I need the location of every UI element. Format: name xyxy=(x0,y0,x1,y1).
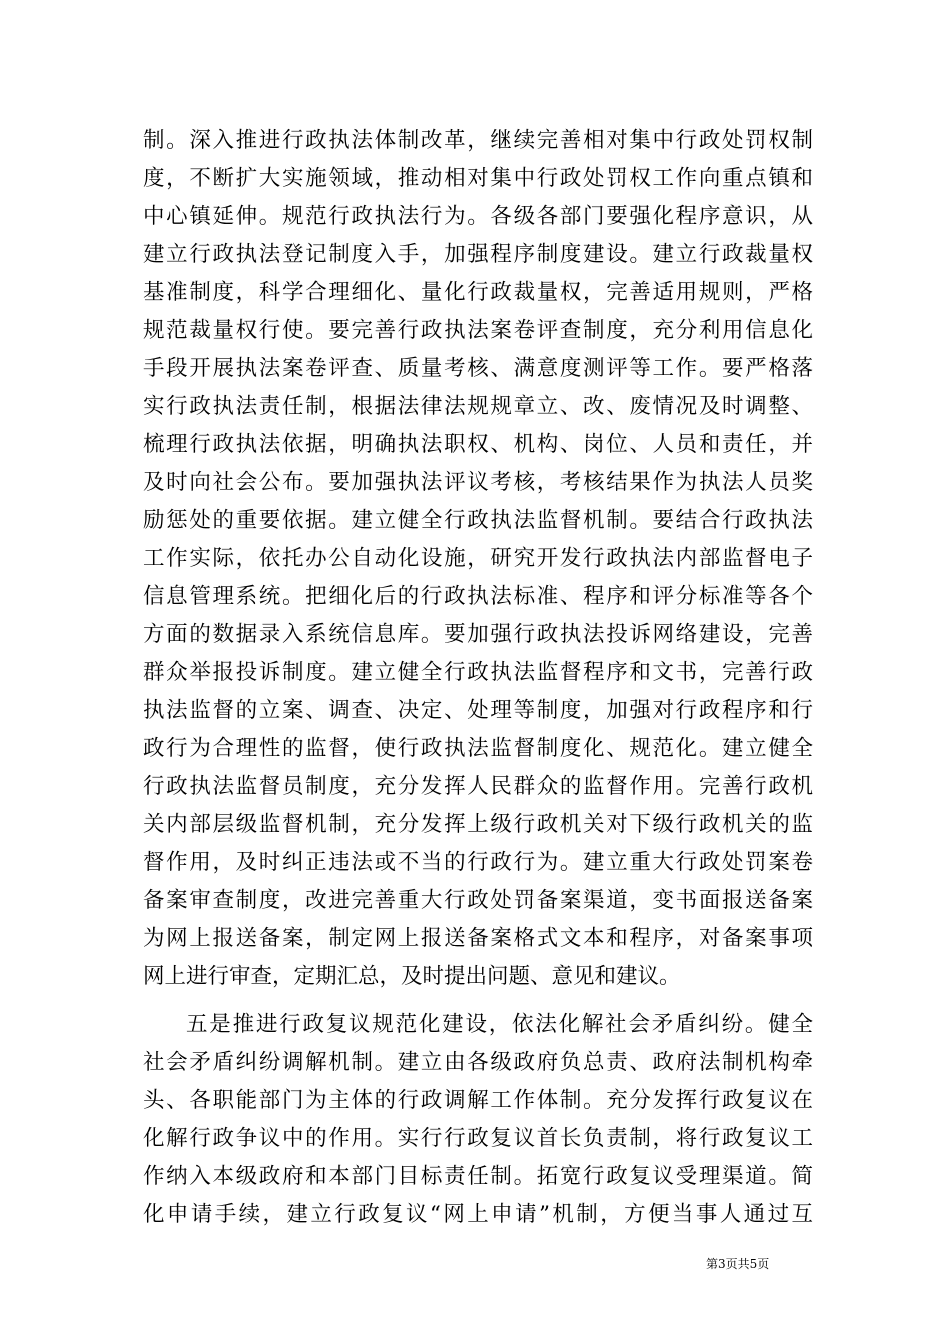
text-line: 五是推进行政复议规范化建设，依法化解社会矛盾纠纷。健全 xyxy=(186,1012,813,1037)
text-line: 网上进行审查，定期汇总，及时提出问题、意见和建议。 xyxy=(143,964,681,989)
text-line: 化解行政争议中的作用。实行行政复议首长负责制，将行政复议工 xyxy=(143,1126,813,1151)
body-text xyxy=(143,122,813,1234)
text-line: 励惩处的重要依据。建立健全行政执法监督机制。要结合行政执法 xyxy=(143,508,813,533)
text-line: 规范裁量权行使。要完善行政执法案卷评查制度，充分利用信息化 xyxy=(143,318,813,343)
text-line: 行政执法监督员制度，充分发挥人民群众的监督作用。完善行政机 xyxy=(143,774,813,799)
text-line: 及时向社会公布。要加强执法评议考核，考核结果作为执法人员奖 xyxy=(143,470,813,495)
text-line: 化申请手续，建立行政复议“网上申请”机制，方便当事人通过互 xyxy=(143,1202,813,1227)
paragraph-2 xyxy=(143,1006,813,1234)
paragraph-1 xyxy=(143,122,813,996)
text-line: 制。深入推进行政执法体制改革，继续完善相对集中行政处罚权制 xyxy=(143,128,813,153)
text-line: 作纳入本级政府和本部门目标责任制。拓宽行政复议受理渠道。简 xyxy=(143,1164,813,1189)
text-line: 方面的数据录入系统信息库。要加强行政执法投诉网络建设，完善 xyxy=(143,622,813,647)
text-line: 信息管理系统。把细化后的行政执法标准、程序和评分标准等各个 xyxy=(143,584,813,609)
text-line: 备案审查制度，改进完善重大行政处罚备案渠道，变书面报送备案 xyxy=(143,888,813,913)
text-line: 度，不断扩大实施领域，推动相对集中行政处罚权工作向重点镇和 xyxy=(143,166,813,191)
text-line: 梳理行政执法依据，明确执法职权、机构、岗位、人员和责任，并 xyxy=(143,432,813,457)
text-line: 工作实际，依托办公自动化设施，研究开发行政执法内部监督电子 xyxy=(143,546,813,571)
text-line: 基准制度，科学合理细化、量化行政裁量权，完善适用规则，严格 xyxy=(143,280,813,305)
text-line: 建立行政执法登记制度入手，加强程序制度建设。建立行政裁量权 xyxy=(143,242,813,267)
text-line: 为网上报送备案，制定网上报送备案格式文本和程序，对备案事项 xyxy=(143,926,813,951)
text-line: 执法监督的立案、调查、决定、处理等制度，加强对行政程序和行 xyxy=(143,698,813,723)
text-line: 政行为合理性的监督，使行政执法监督制度化、规范化。建立健全 xyxy=(143,736,813,761)
text-line: 头、各职能部门为主体的行政调解工作体制。充分发挥行政复议在 xyxy=(143,1088,813,1113)
text-line: 实行政执法责任制，根据法律法规规章立、改、废情况及时调整、 xyxy=(143,394,813,419)
text-line: 手段开展执法案卷评查、质量考核、满意度测评等工作。要严格落 xyxy=(143,356,813,381)
text-line: 中心镇延伸。规范行政执法行为。各级各部门要强化程序意识，从 xyxy=(143,204,813,229)
text-line: 关内部层级监督机制，充分发挥上级行政机关对下级行政机关的监 xyxy=(143,812,813,837)
text-line: 督作用，及时纠正违法或不当的行政行为。建立重大行政处罚案卷 xyxy=(143,850,813,875)
page-number: 第3页共5页 xyxy=(706,1257,770,1271)
text-line: 群众举报投诉制度。建立健全行政执法监督程序和文书，完善行政 xyxy=(143,660,813,685)
text-line: 社会矛盾纠纷调解机制。建立由各级政府负总责、政府法制机构牵 xyxy=(143,1050,813,1075)
paragraph-gap xyxy=(143,996,813,1006)
